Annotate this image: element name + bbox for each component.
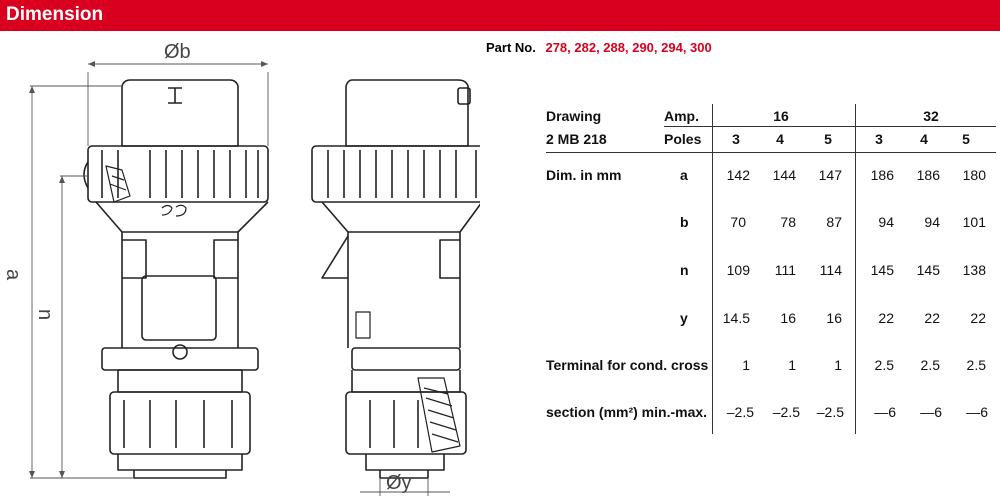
table-cell: 186 (916, 167, 940, 183)
part-number-values: 278, 282, 288, 290, 294, 300 (545, 40, 712, 55)
page-title: Dimension (6, 4, 104, 25)
dim-label-a: a (2, 269, 24, 281)
poles-label: Poles (664, 131, 702, 147)
table-cell: 2.5 (874, 357, 894, 373)
table-cell: 180 (962, 167, 986, 183)
table-cell: —6 (874, 404, 896, 420)
table-cell: 2.5 (966, 357, 986, 373)
poles-cell: 3 (732, 131, 740, 147)
table-cell: —6 (920, 404, 942, 420)
dim-label-n: n (34, 309, 56, 321)
poles-cell: 5 (962, 131, 970, 147)
plug-side-view (312, 80, 480, 478)
row-label: b (680, 214, 689, 230)
table-cell: 94 (924, 214, 940, 230)
table-cell: 111 (774, 262, 796, 278)
table-cell: 1 (742, 357, 750, 373)
table-cell: 22 (970, 310, 986, 326)
row-label: n (680, 262, 689, 278)
header-bottom-rule (546, 152, 996, 153)
table-cell: –2.5 (772, 404, 800, 420)
table-cell: 2.5 (920, 357, 940, 373)
terminal-label: Terminal for cond. cross (546, 357, 709, 373)
amp-underline (664, 126, 712, 127)
poles-cell: 4 (776, 131, 784, 147)
table-cell: 1 (788, 357, 796, 373)
table-cell: —6 (966, 404, 988, 420)
table-cell: 109 (726, 262, 750, 278)
dim-label: Dim. in mm (546, 167, 622, 183)
table-cell: 147 (818, 167, 842, 183)
row-label: y (680, 310, 688, 326)
table-cell: –2.5 (816, 404, 844, 420)
amp-16: 16 (773, 108, 789, 124)
dim-label-b: Øb (164, 41, 191, 63)
row-label: a (680, 167, 688, 183)
header-bar (0, 0, 1000, 31)
dim-label-y: Øy (386, 472, 412, 494)
table-cell: 22 (878, 310, 894, 326)
part-number-line (486, 40, 712, 55)
part-number-label: Part No. (486, 40, 536, 55)
header-rule (712, 126, 996, 127)
poles-cell: 4 (920, 131, 928, 147)
amp-label: Amp. (664, 108, 699, 124)
poles-cell: 3 (875, 131, 883, 147)
section-label: section (mm²) min.-max. (546, 404, 708, 420)
table-cell: 22 (924, 310, 940, 326)
table-cell: 138 (962, 262, 986, 278)
table-cell: 186 (870, 167, 894, 183)
technical-drawing (0, 31, 480, 500)
table-cell: 144 (772, 167, 796, 183)
table-cell: 16 (826, 310, 842, 326)
table-cell: 145 (870, 262, 894, 278)
table-cell: 94 (878, 214, 894, 230)
table-cell: 87 (826, 214, 842, 230)
table-cell: 101 (962, 214, 986, 230)
table-cell: 14.5 (722, 310, 750, 326)
table-cell: 142 (726, 167, 750, 183)
plug-front-view (84, 80, 268, 478)
drawing-id: 2 MB 218 (546, 131, 607, 147)
table-cell: 1 (834, 357, 842, 373)
amp-32: 32 (923, 108, 939, 124)
poles-cell: 5 (824, 131, 832, 147)
table-cell: 78 (780, 214, 796, 230)
table-cell: 16 (780, 310, 796, 326)
table-cell: 114 (819, 262, 842, 278)
table-cell: –2.5 (726, 404, 754, 420)
table-cell: 70 (730, 214, 746, 230)
drawing-label: Drawing (546, 108, 602, 124)
table-cell: 145 (916, 262, 940, 278)
